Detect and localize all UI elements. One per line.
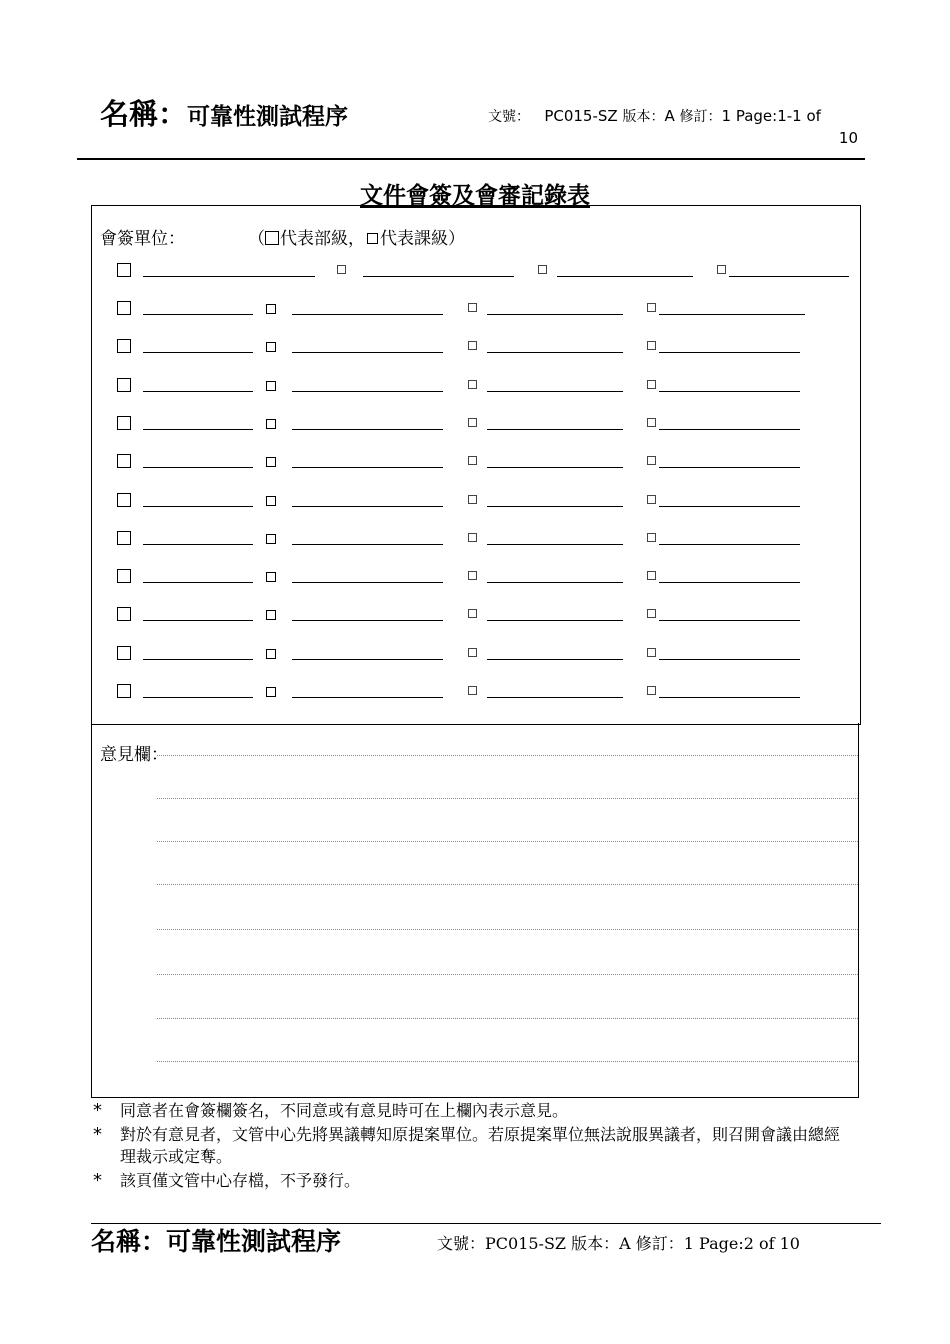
signoff-checkbox[interactable] <box>468 686 477 695</box>
signature-line[interactable] <box>143 582 253 583</box>
signature-line[interactable] <box>487 429 623 430</box>
signoff-checkbox[interactable] <box>117 531 131 545</box>
signoff-checkbox[interactable] <box>647 495 656 504</box>
signoff-checkbox[interactable] <box>717 265 726 274</box>
signoff-checkbox[interactable] <box>647 303 656 312</box>
signature-line[interactable] <box>487 352 623 353</box>
opinion-line[interactable] <box>157 1018 858 1019</box>
signature-line[interactable] <box>292 467 443 468</box>
document-meta <box>488 106 860 149</box>
page-number: Page:1-1 of <box>735 107 821 125</box>
signature-line[interactable] <box>143 544 253 545</box>
signature-line[interactable] <box>557 276 693 277</box>
signoff-checkbox[interactable] <box>468 303 477 312</box>
signature-line[interactable] <box>292 544 443 545</box>
signoff-checkbox[interactable] <box>468 571 477 580</box>
signoff-checkbox[interactable] <box>468 341 477 350</box>
signature-line[interactable] <box>487 697 623 698</box>
signoff-checkbox[interactable] <box>647 648 656 657</box>
signoff-checkbox[interactable] <box>117 301 131 315</box>
unit-label: 會簽單位： <box>100 229 185 249</box>
signoff-checkbox[interactable] <box>117 378 131 392</box>
signature-line[interactable] <box>292 506 443 507</box>
signoff-checkbox[interactable] <box>117 646 131 660</box>
revision: 1 <box>721 107 732 125</box>
footer-name: 名稱：可靠性測試程序 <box>91 1227 342 1256</box>
signature-line[interactable] <box>143 506 253 507</box>
signoff-checkbox[interactable] <box>647 456 656 465</box>
signoff-checkbox[interactable] <box>266 419 276 429</box>
signature-line[interactable] <box>487 314 623 315</box>
doc-no: PC015-SZ <box>544 107 618 125</box>
version: A <box>664 107 675 125</box>
opinion-line[interactable] <box>157 841 858 842</box>
signoff-checkbox[interactable] <box>117 454 131 468</box>
signature-line[interactable] <box>487 659 623 660</box>
signoff-checkbox[interactable] <box>266 496 276 506</box>
signature-line[interactable] <box>487 544 623 545</box>
signoff-checkbox[interactable] <box>266 457 276 467</box>
signature-line[interactable] <box>487 391 623 392</box>
signoff-checkbox[interactable] <box>266 610 276 620</box>
signoff-checkbox[interactable] <box>117 607 131 621</box>
signature-line[interactable] <box>487 467 623 468</box>
note-item: * 同意者在會簽欄簽名，不同意或有意見時可在上欄內表示意見。 <box>93 1100 569 1121</box>
signature-line[interactable] <box>487 620 623 621</box>
signature-line[interactable] <box>659 314 805 315</box>
unit-note: （ 代表部級， 代表課級） <box>248 229 465 249</box>
signature-line[interactable] <box>292 582 443 583</box>
signature-line[interactable] <box>659 391 800 392</box>
signature-line[interactable] <box>292 352 443 353</box>
signature-line[interactable] <box>143 467 253 468</box>
signoff-checkbox[interactable] <box>468 648 477 657</box>
signature-line[interactable] <box>659 506 800 507</box>
signoff-checkbox[interactable] <box>468 418 477 427</box>
document-name <box>100 92 348 133</box>
page-total: 10 <box>838 129 858 147</box>
version-label: 版本： <box>622 109 665 125</box>
doc-no-label: 文號： <box>488 109 530 125</box>
signature-line[interactable] <box>659 582 800 583</box>
signoff-checkbox[interactable] <box>117 416 131 430</box>
opinion-line[interactable] <box>157 798 858 799</box>
signature-line[interactable] <box>659 429 800 430</box>
signoff-checkbox[interactable] <box>647 571 656 580</box>
signoff-checkbox[interactable] <box>468 533 477 542</box>
signature-line[interactable] <box>143 429 253 430</box>
opinion-label: 意見欄： <box>100 745 168 765</box>
signature-line[interactable] <box>143 314 253 315</box>
signoff-checkbox[interactable] <box>266 534 276 544</box>
signature-line[interactable] <box>143 391 253 392</box>
signature-line[interactable] <box>659 352 800 353</box>
signoff-checkbox[interactable] <box>117 339 131 353</box>
dept-level-checkbox-icon <box>265 231 279 245</box>
signature-line[interactable] <box>363 276 514 277</box>
signature-line[interactable] <box>292 391 443 392</box>
signoff-checkbox[interactable] <box>538 265 547 274</box>
signoff-checkbox[interactable] <box>468 456 477 465</box>
signoff-checkbox[interactable] <box>117 569 131 583</box>
opinion-line[interactable] <box>157 974 858 975</box>
footer-meta: 文號：PC015-SZ 版本：A 修訂：1 Page:2 of 10 <box>437 1234 800 1253</box>
signature-line[interactable] <box>659 697 800 698</box>
signoff-checkbox[interactable] <box>266 342 276 352</box>
name-value: 可靠性測試程序 <box>187 104 349 130</box>
signoff-checkbox[interactable] <box>117 684 131 698</box>
signature-line[interactable] <box>143 659 253 660</box>
section-level-checkbox-icon <box>367 233 378 244</box>
signoff-checkbox[interactable] <box>647 533 656 542</box>
opinion-line[interactable] <box>157 755 858 756</box>
opinion-line[interactable] <box>157 1061 858 1062</box>
signature-line[interactable] <box>143 620 253 621</box>
signoff-checkbox[interactable] <box>117 263 131 277</box>
signature-line[interactable] <box>292 314 443 315</box>
signoff-checkbox[interactable] <box>468 609 477 618</box>
signature-line[interactable] <box>292 620 443 621</box>
signoff-checkbox[interactable] <box>266 572 276 582</box>
signature-line[interactable] <box>659 544 800 545</box>
signoff-checkbox[interactable] <box>647 686 656 695</box>
signoff-checkbox[interactable] <box>647 380 656 389</box>
signoff-checkbox[interactable] <box>647 609 656 618</box>
signature-line[interactable] <box>143 697 253 698</box>
signature-line[interactable] <box>292 697 443 698</box>
signoff-checkbox[interactable] <box>337 265 346 274</box>
revision-label: 修訂： <box>679 109 722 125</box>
signoff-checkbox[interactable] <box>266 687 276 697</box>
note-item: * 對於有意見者，文管中心先將異議轉知原提案單位。若原提案單位無法說服異議者，則召開會議由總經理裁示或定奪。 <box>93 1124 841 1166</box>
signature-line[interactable] <box>143 276 315 277</box>
form-title: 文件會簽及會審記錄表 <box>360 183 590 209</box>
signoff-checkbox[interactable] <box>117 493 131 507</box>
signature-line[interactable] <box>292 659 443 660</box>
signoff-checkbox[interactable] <box>468 380 477 389</box>
note-item: * 該頁僅文管中心存檔，不予發行。 <box>93 1170 361 1191</box>
signature-line[interactable] <box>143 352 253 353</box>
signature-line[interactable] <box>659 659 800 660</box>
signoff-checkbox[interactable] <box>266 304 276 314</box>
opinion-box <box>91 723 859 1098</box>
signoff-checkbox[interactable] <box>266 649 276 659</box>
signoff-checkbox[interactable] <box>647 341 656 350</box>
opinion-line[interactable] <box>157 884 858 885</box>
signature-line[interactable] <box>487 582 623 583</box>
signature-line[interactable] <box>487 506 623 507</box>
signoff-checkbox[interactable] <box>468 495 477 504</box>
signature-line[interactable] <box>292 429 443 430</box>
name-label: 名稱： <box>100 97 188 131</box>
signature-line[interactable] <box>659 620 800 621</box>
signoff-checkbox[interactable] <box>647 418 656 427</box>
opinion-line[interactable] <box>157 929 858 930</box>
header-rule <box>77 158 865 160</box>
signature-line[interactable] <box>729 276 849 277</box>
signoff-checkbox[interactable] <box>266 381 276 391</box>
signature-line[interactable] <box>659 467 800 468</box>
